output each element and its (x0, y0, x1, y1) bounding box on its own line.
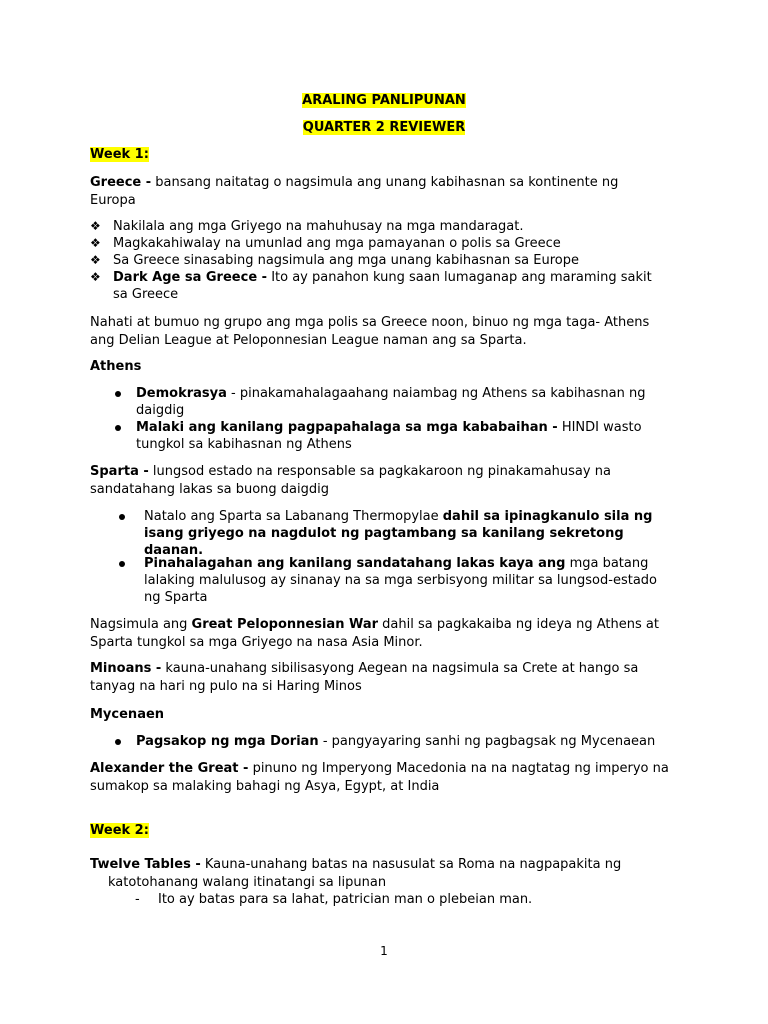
war-paragraph: Nagsimula ang Great Peloponnesian War dahil sa pagkakaiba ng ideya ng Athens at Sparta tungkol sa mga Griyego na nasa Asia Minor. (90, 617, 659, 650)
bullet-dot-icon (115, 425, 121, 431)
minoans-definition: Minoans - kauna-unahang sibilisasyong Aegean na nagsimula sa Crete at hango sa tanyag na hari ng pulo na si Haring Minos (90, 661, 639, 694)
bullet-dot-icon (119, 514, 125, 520)
greece-bullet-4: Dark Age sa Greece - Ito ay panahon kung saan lumaganap ang maraming sakit sa Greece (113, 270, 652, 302)
diamond-bullet-icon: ❖ (90, 253, 101, 267)
greece-bullet-3: Sa Greece sinasabing nagsimula ang mga unang kabihasnan sa Europe (113, 253, 579, 268)
mycenaen-heading: Mycenaen (90, 707, 165, 722)
dash-bullet-icon: - (135, 892, 140, 907)
bullet-dot-icon (115, 739, 121, 745)
diamond-bullet-icon: ❖ (90, 236, 101, 250)
document-title: ARALING PANLIPUNAN (302, 93, 466, 108)
week2-heading: Week 2: (90, 823, 149, 838)
page-number: 1 (380, 944, 388, 958)
greece-bullet-2: Magkakahiwalay na umunlad ang mga pamayanan o polis sa Greece (113, 236, 561, 251)
diamond-bullet-icon: ❖ (90, 219, 101, 233)
athens-bullet-1: Demokrasya - pinakamahalagaahang naiambag ng Athens sa kabihasnan ng daigdig (136, 386, 646, 418)
athens-bullet-2: Malaki ang kanilang pagpapahalaga sa mga kababaihan - HINDI wasto tungkol sa kabihasnan ng Athens (136, 420, 642, 452)
bullet-dot-icon (119, 561, 125, 567)
twelve-tables-line2: katotohanang walang itinatangi sa lipunan (108, 875, 387, 890)
document-subtitle: QUARTER 2 REVIEWER (302, 120, 466, 135)
alexander-definition: Alexander the Great - pinuno ng Imperyong Macedonia na na nagtatag ng imperyo na sumakop sa malaking bahagi ng Asya, Egypt, at India (90, 761, 669, 794)
diamond-bullet-icon: ❖ (90, 270, 101, 284)
greece-definition: Greece - bansang naitatag o nagsimula ang unang kabihasnan sa kontinente ng Europa (90, 175, 619, 208)
twelve-tables-sub: Ito ay batas para sa lahat, patrician man o plebeian man. (158, 892, 533, 907)
sparta-bullet-1: Natalo ang Sparta sa Labanang Thermopylae dahil sa ipinagkanulo sila ng isang griyego na nagdulot ng pagtambang sa kanilang sekretong daanan. (144, 509, 653, 558)
week1-heading: Week 1: (90, 147, 149, 162)
sparta-definition: Sparta - lungsod estado na responsable sa pagkakaroon ng pinakamahusay na sandatahang lakas sa buong daigdig (90, 464, 611, 497)
twelve-tables-line1: Twelve Tables - Kauna-unahang batas na nasusulat sa Roma na nagpapakita ng (90, 857, 622, 872)
sparta-term: Sparta - (90, 464, 149, 479)
greece-term: Greece - (90, 175, 152, 190)
greece-bullet-1: Nakilala ang mga Griyego na mahuhusay na mga mandaragat. (113, 219, 524, 234)
bullet-dot-icon (115, 391, 121, 397)
mycenaen-bullet-1: Pagsakop ng mga Dorian - pangyayaring sanhi ng pagbagsak ng Mycenaean (136, 734, 656, 749)
athens-heading: Athens (90, 359, 142, 374)
sparta-bullet-2: Pinahalagahan ang kanilang sandatahang lakas kaya ang mga batang lalaking malulusog ay sinanay na sa mga serbisyong militar sa lungsod-estado ng Sparta (144, 556, 657, 605)
nahati-paragraph: Nahati at bumuo ng grupo ang mga polis sa Greece noon, binuo ng mga taga- Athens ang Delian League at Peloponnesian League naman ang sa Sparta. (90, 315, 650, 348)
